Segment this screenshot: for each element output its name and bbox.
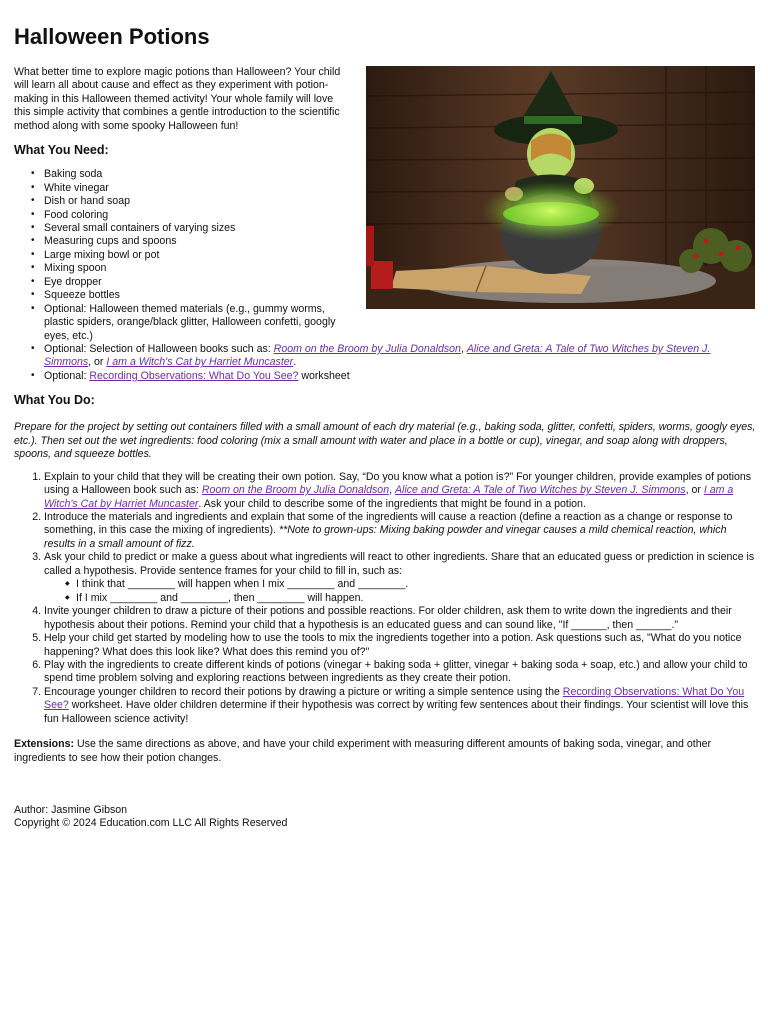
prep-paragraph: Prepare for the project by setting out containers filled with a small amount of each dry material (e.g., baking soda, glitter, confetti, spiders, worms, googly eyes, etc.). Then set out the wet ingredients: food coloring (mix a small amount with water and place in a bottle or cup), vinegar, and soap along with droppers, spoons, and squeeze bottles.	[14, 421, 756, 461]
list-item: • Baking soda	[44, 168, 756, 181]
steps-list	[14, 471, 756, 727]
book-link-room-on-the-broom[interactable]: Room on the Broom by Julia Donaldson	[201, 484, 390, 497]
book-link-witchs-cat[interactable]: I am a Witch's Cat by Harriet Muncaster	[44, 484, 734, 510]
list-item: • Measuring cups and spoons	[44, 235, 756, 248]
worksheet-suffix: worksheet	[298, 369, 350, 382]
list-item: • Several small containers of varying sizes	[44, 222, 756, 235]
sentence-frame: ◆ If I mix ________ and ________, then ________ will happen.	[76, 592, 756, 605]
step-6: 6. Play with the ingredients to create different kinds of potions (vinegar + baking soda + glitter, vinegar + baking soda + soap, etc.) and allow your child to spend time problem solving and exploring reactions between ingredients as they create their potion.	[44, 659, 756, 686]
extensions-paragraph	[14, 738, 756, 765]
what-you-need-heading: What You Need:	[14, 143, 109, 158]
step-3	[44, 551, 756, 605]
step-5: 5. Help your child get started by modeling how to use the tools to mix the ingredients together into a potion. Ask questions such as, "What do you notice happening? What does this look like? What does this remind you of?"	[44, 632, 756, 659]
worksheet-link[interactable]: Recording Observations: What Do You See?	[44, 685, 745, 712]
worksheet-item	[44, 370, 756, 383]
books-prefix: Optional: Selection of Halloween books such as:	[44, 343, 274, 356]
step-text: Ask your child to predict or make a guess about what ingredients will react to other ingredients. Share that an educated guess or prediction in science is called a hypothesis. Provide sentence frames for your child to fill in, such as:	[44, 551, 755, 577]
list-item: • Dish or hand soap	[44, 195, 756, 208]
copyright-line: Copyright © 2024 Education.com LLC All Rights Reserved	[14, 817, 288, 830]
list-item: • Squeeze bottles	[44, 289, 756, 302]
step-7	[44, 686, 756, 726]
book-link-alice-and-greta[interactable]: Alice and Greta: A Tale of Two Witches by Steven J. Simmons	[44, 343, 711, 369]
what-you-do-heading: What You Do:	[14, 393, 95, 408]
grown-ups-note: **Note to grown-ups: Mixing baking powder and vinegar causes a mild chemical reaction, which results in a small amount of fizz.	[44, 524, 727, 550]
step-text: Explain to your child that they will be creating their own potion. Say, “Do you know what a potion is?” For younger children, provide examples of potions using a Halloween book such as:	[44, 470, 752, 497]
intro-paragraph: What better time to explore magic potions than Halloween? Your child will learn all about cause and effect as they experiment with potion-making in this Halloween themed activity! Your whole family will love this simple activity that combines a gentle introduction to the scientific method along with some spooky Halloween fun!	[14, 66, 341, 132]
list-item: • Mixing spoon	[44, 262, 756, 275]
page-title: Halloween Potions	[14, 24, 210, 49]
separator: ,	[460, 343, 467, 356]
step-text: . Ask your child to describe some of the ingredients that might be found in a potion.	[198, 497, 586, 510]
author-line: Author: Jasmine Gibson	[14, 804, 128, 816]
book-link-alice-and-greta[interactable]: Alice and Greta: A Tale of Two Witches by Steven J. Simmons	[394, 484, 686, 497]
footer	[14, 804, 287, 831]
step-text: Introduce the materials and ingredients and explain that some of the ingredients will cause a reaction (define a reaction as a change or response to something, in this case the mixing of ingredients).	[44, 510, 733, 537]
book-link-room-on-the-broom[interactable]: Room on the Broom by Julia Donaldson	[273, 343, 461, 356]
sentence-frame: ◆ I think that ________ will happen when I mix ________ and ________.	[76, 578, 756, 591]
separator: , or	[685, 484, 704, 497]
separator: , or	[88, 356, 107, 369]
extensions-text: Use the same directions as above, and have your child experiment with measuring different amounts of baking soda, vinegar, and other ingredients to see how their potion changes.	[14, 738, 712, 764]
step-text: Encourage younger children to record their potions by drawing a picture or writing a simple sentence using the	[44, 685, 563, 698]
worksheet-prefix: Optional:	[44, 369, 90, 382]
list-item: • Optional: Halloween themed materials (e.g., gummy worms, plastic spiders, orange/black glitter, Halloween confetti, googly eyes, etc.)	[44, 303, 344, 343]
list-item: • Eye dropper	[44, 276, 756, 289]
list-item: • Large mixing bowl or pot	[44, 249, 756, 262]
step-text: worksheet. Have older children determine if their hypothesis was correct by writing few sentences about their findings. Your scientist will love this fun Halloween science activity!	[44, 699, 749, 725]
list-item: • White vinegar	[44, 182, 756, 195]
worksheet-link[interactable]: Recording Observations: What Do You See?	[89, 369, 299, 382]
list-item: • Food coloring	[44, 209, 756, 222]
step-4: 4. Invite younger children to draw a picture of their potions and possible reactions. For older children, ask them to write down the ingredients and their hypothesis about their potions. Remind your child that a hypothesis is an educated guess and can sound like, "If ______, then ______."	[44, 605, 756, 632]
separator: .	[293, 356, 297, 369]
step-1	[44, 471, 756, 511]
content	[14, 66, 756, 765]
sentence-frames	[44, 578, 756, 605]
extensions-label: Extensions:	[14, 738, 75, 751]
books-item	[44, 343, 756, 370]
book-link-witchs-cat[interactable]: I am a Witch's Cat by Harriet Muncaster	[106, 356, 294, 369]
separator: ,	[389, 484, 395, 497]
step-2	[44, 511, 756, 551]
materials-list	[14, 168, 756, 383]
